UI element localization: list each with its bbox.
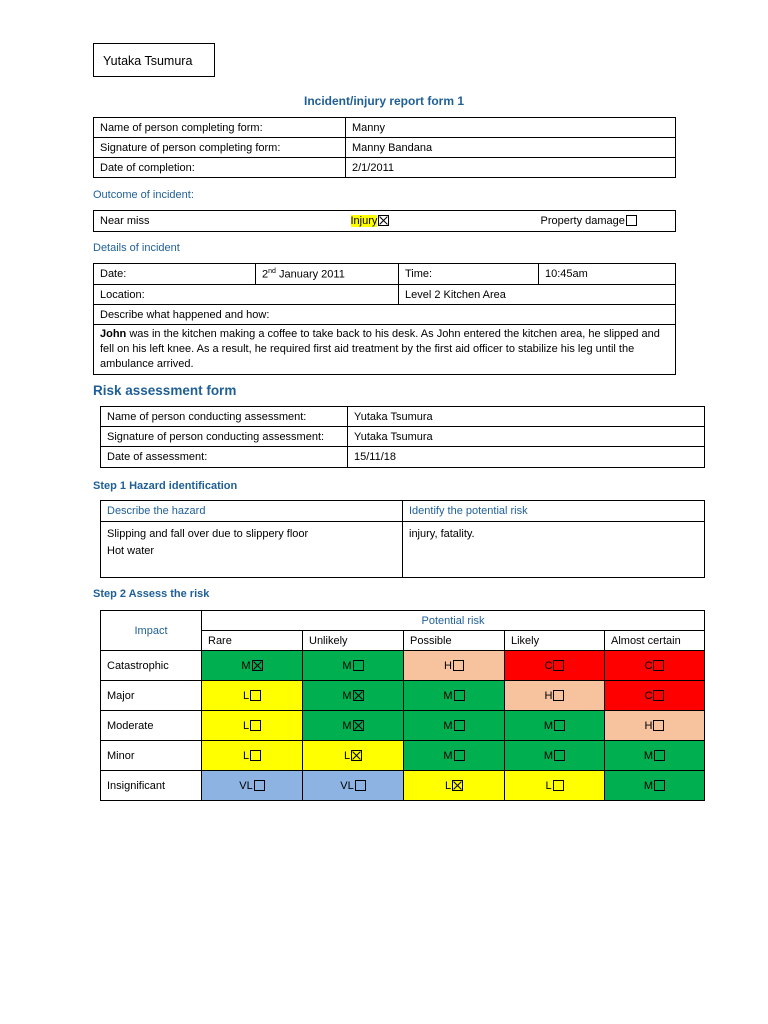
risk-level-code: M xyxy=(443,749,453,762)
risk-cell[interactable] xyxy=(202,651,303,681)
describe-label: Describe what happened and how: xyxy=(94,305,676,325)
form-info-label: Name of person completing form: xyxy=(94,118,346,138)
date-value[interactable] xyxy=(256,264,399,285)
risk-level-code: H xyxy=(544,689,553,702)
risk-checkbox[interactable] xyxy=(553,690,564,701)
risk-checkbox[interactable] xyxy=(653,690,664,701)
impact-header: Impact xyxy=(101,611,202,651)
date-day: 2 xyxy=(262,268,269,281)
risk-level-code: M xyxy=(342,689,352,702)
risk-level-code: C xyxy=(644,689,653,702)
risk-row xyxy=(101,651,705,681)
risk-checkbox[interactable] xyxy=(353,660,364,671)
risk-cell[interactable] xyxy=(605,771,705,801)
near-miss-label: Near miss xyxy=(94,211,346,232)
risk-level-code: C xyxy=(644,659,653,672)
impact-label: Major xyxy=(101,681,202,711)
hazard-column-header: Describe the hazard xyxy=(101,501,403,522)
risk-checkbox[interactable] xyxy=(355,780,366,791)
risk-checkbox[interactable] xyxy=(353,720,364,731)
risk-checkbox[interactable] xyxy=(250,750,261,761)
outcome-table xyxy=(93,210,676,232)
risk-level-code: M xyxy=(543,719,554,732)
risk-level-code: L xyxy=(545,779,552,792)
impact-label: Catastrophic xyxy=(101,651,202,681)
risk-assessment-heading: Risk assessment form xyxy=(93,383,237,398)
risk-checkbox[interactable] xyxy=(452,780,463,791)
assessment-label: Signature of person conducting assessment: xyxy=(101,427,348,447)
risk-cell[interactable] xyxy=(303,741,404,771)
risk-cell[interactable] xyxy=(605,651,705,681)
risk-checkbox[interactable] xyxy=(653,720,664,731)
risk-description[interactable]: injury, fatality. xyxy=(403,522,705,578)
risk-checkbox[interactable] xyxy=(250,690,261,701)
risk-level-code: M xyxy=(443,719,453,732)
risk-level-code: M xyxy=(643,749,654,762)
risk-cell[interactable] xyxy=(505,651,605,681)
incident-form-title: Incident/injury report form 1 xyxy=(303,94,465,108)
risk-checkbox[interactable] xyxy=(553,780,564,791)
risk-level-code: M xyxy=(643,779,654,792)
assessment-label: Date of assessment: xyxy=(101,447,348,468)
hazard-line: Slipping and fall over due to slippery floor xyxy=(107,528,309,540)
risk-level-code: VL xyxy=(340,779,354,792)
time-value[interactable]: 10:45am xyxy=(539,264,676,285)
form-info-label: Signature of person completing form: xyxy=(94,138,346,158)
date-rest: January 2011 xyxy=(275,268,345,281)
impact-label: Minor xyxy=(101,741,202,771)
risk-cell[interactable] xyxy=(605,711,705,741)
risk-cell[interactable] xyxy=(303,711,404,741)
risk-checkbox[interactable] xyxy=(454,720,465,731)
risk-matrix xyxy=(100,610,705,801)
injury-checkbox[interactable] xyxy=(378,215,389,226)
risk-cell[interactable] xyxy=(303,681,404,711)
risk-cell[interactable] xyxy=(202,681,303,711)
risk-checkbox[interactable] xyxy=(553,660,564,671)
outcome-heading: Outcome of incident: xyxy=(93,189,194,201)
risk-cell[interactable] xyxy=(605,681,705,711)
risk-checkbox[interactable] xyxy=(252,660,263,671)
likelihood-header: Almost certain xyxy=(605,631,705,651)
details-heading: Details of incident xyxy=(93,242,180,254)
assessment-value[interactable]: Yutaka Tsumura xyxy=(348,407,705,427)
risk-checkbox[interactable] xyxy=(653,660,664,671)
injury-option[interactable] xyxy=(346,211,536,232)
risk-row xyxy=(101,681,705,711)
step1-heading: Step 1 Hazard identification xyxy=(93,480,238,492)
risk-level-code: M xyxy=(342,719,352,732)
risk-cell[interactable] xyxy=(505,771,605,801)
risk-cell[interactable] xyxy=(505,741,605,771)
risk-level-code: H xyxy=(644,719,653,732)
step2-heading: Step 2 Assess the risk xyxy=(93,588,210,600)
risk-row xyxy=(101,741,705,771)
risk-checkbox[interactable] xyxy=(554,750,565,761)
date-label: Date: xyxy=(94,264,256,285)
impact-label: Insignificant xyxy=(101,771,202,801)
location-label: Location: xyxy=(94,285,399,305)
risk-cell[interactable] xyxy=(303,651,404,681)
hazard-description[interactable] xyxy=(101,522,403,578)
hazard-table xyxy=(100,500,705,578)
assessment-label: Name of person conducting assessment: xyxy=(101,407,348,427)
risk-level-code: M xyxy=(241,659,251,672)
name-box: Yutaka Tsumura xyxy=(93,43,215,77)
risk-checkbox[interactable] xyxy=(654,780,665,791)
risk-checkbox[interactable] xyxy=(554,720,565,731)
property-damage-label: Property damage xyxy=(540,215,625,227)
risk-checkbox[interactable] xyxy=(453,660,464,671)
form-info-value[interactable]: Manny xyxy=(346,118,676,138)
risk-row xyxy=(101,711,705,741)
risk-cell[interactable] xyxy=(505,681,605,711)
risk-level-code: C xyxy=(544,659,553,672)
risk-checkbox[interactable] xyxy=(454,690,465,701)
time-label: Time: xyxy=(399,264,539,285)
risk-cell[interactable] xyxy=(404,651,505,681)
injury-label: Injury xyxy=(350,215,378,227)
likelihood-header: Unlikely xyxy=(303,631,404,651)
likelihood-header: Likely xyxy=(505,631,605,651)
risk-level-code: L xyxy=(343,749,351,762)
risk-cell[interactable] xyxy=(404,711,505,741)
assessment-value[interactable]: 15/11/18 xyxy=(348,447,705,468)
risk-checkbox[interactable] xyxy=(254,780,265,791)
risk-assessment-table xyxy=(100,406,705,468)
risk-level-code: L xyxy=(242,749,250,762)
potential-risk-header: Potential risk xyxy=(202,611,705,631)
form-info-value[interactable]: 2/1/2011 xyxy=(346,158,676,178)
risk-checkbox[interactable] xyxy=(353,690,364,701)
risk-level-code: L xyxy=(242,719,250,732)
risk-cell[interactable] xyxy=(202,711,303,741)
narrative-text: was in the kitchen making a coffee to take back to his desk. As John entered the kitchen area, he slipped and fell on his left knee. As a result, he required first aid treatment by the first aid officer to stabilize his leg until the ambulance arrived. xyxy=(100,328,660,370)
risk-cell[interactable] xyxy=(404,681,505,711)
risk-level-code: M xyxy=(342,659,352,672)
risk-level-code: M xyxy=(443,689,453,702)
risk-level-code: M xyxy=(543,749,554,762)
assessment-value[interactable]: Yutaka Tsumura xyxy=(348,427,705,447)
risk-cell[interactable] xyxy=(303,771,404,801)
details-table xyxy=(93,263,676,375)
risk-cell[interactable] xyxy=(202,771,303,801)
incident-narrative[interactable] xyxy=(94,325,676,375)
property-damage-checkbox[interactable] xyxy=(626,215,637,226)
hazard-line: Hot water xyxy=(107,545,155,557)
risk-row xyxy=(101,771,705,801)
narrative-name: John xyxy=(100,328,127,340)
risk-level-code: L xyxy=(242,689,250,702)
risk-level-code: H xyxy=(444,659,452,672)
form-info-label: Date of completion: xyxy=(94,158,346,178)
location-value[interactable]: Level 2 Kitchen Area xyxy=(399,285,676,305)
date-suffix: nd xyxy=(268,267,276,275)
likelihood-header: Possible xyxy=(404,631,505,651)
risk-cell[interactable] xyxy=(404,771,505,801)
risk-checkbox[interactable] xyxy=(454,750,465,761)
likelihood-header: Rare xyxy=(202,631,303,651)
risk-level-code: VL xyxy=(239,779,253,792)
risk-checkbox[interactable] xyxy=(654,750,665,761)
property-damage-option[interactable] xyxy=(536,211,676,232)
risk-cell[interactable] xyxy=(505,711,605,741)
form-info-table xyxy=(93,117,676,178)
risk-column-header: Identify the potential risk xyxy=(403,501,705,522)
risk-checkbox[interactable] xyxy=(351,750,362,761)
form-info-value[interactable]: Manny Bandana xyxy=(346,138,676,158)
risk-checkbox[interactable] xyxy=(250,720,261,731)
risk-level-code: L xyxy=(444,779,452,792)
impact-label: Moderate xyxy=(101,711,202,741)
risk-cell[interactable] xyxy=(404,741,505,771)
risk-cell[interactable] xyxy=(202,741,303,771)
risk-cell[interactable] xyxy=(605,741,705,771)
